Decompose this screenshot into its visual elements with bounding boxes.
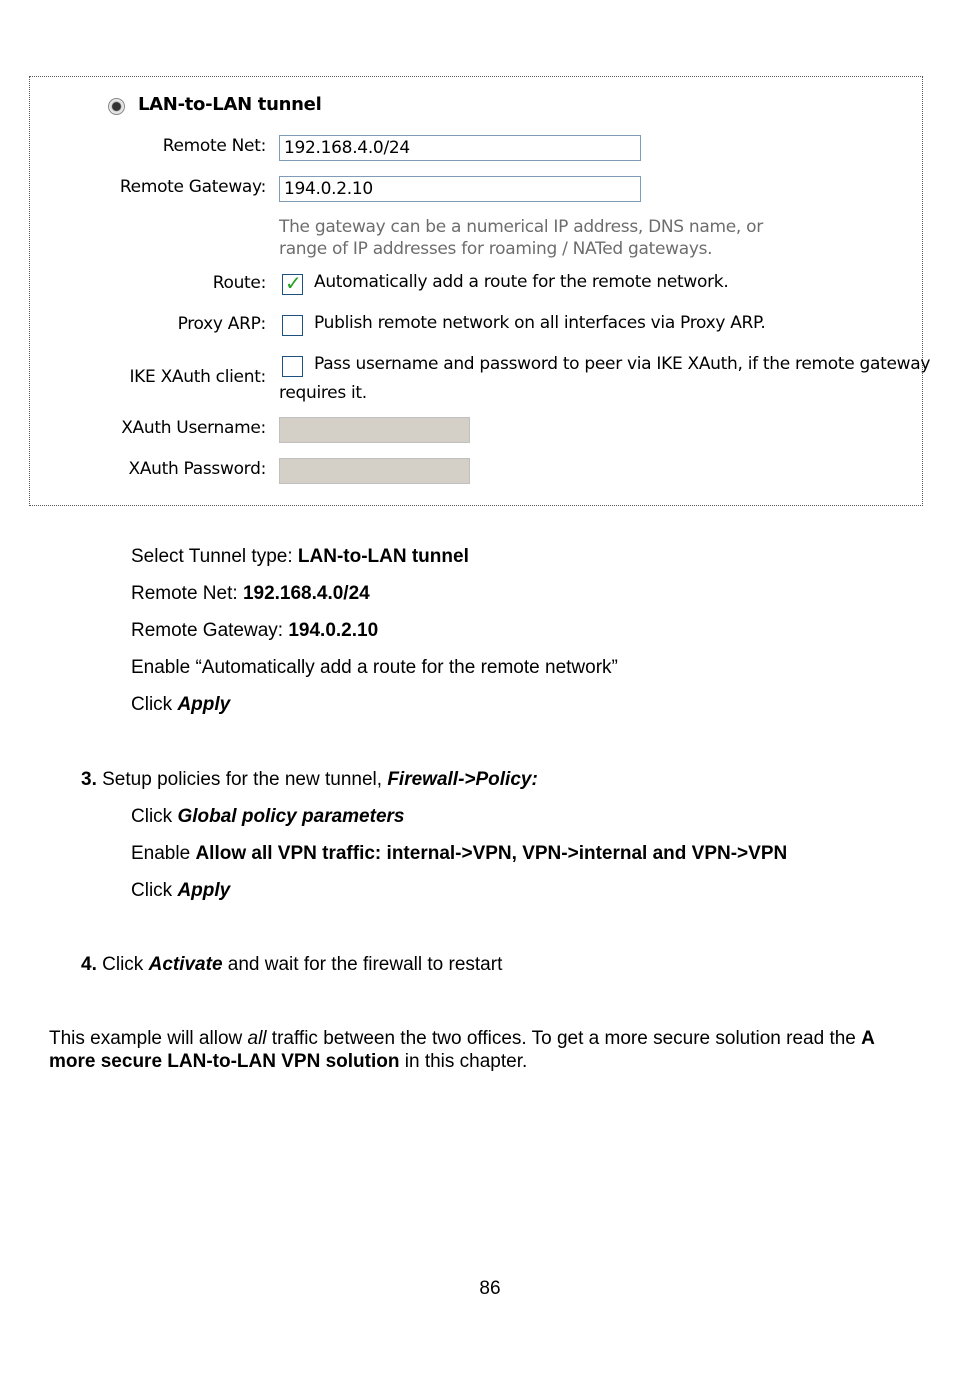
step-remote-net: Remote Net: 192.168.4.0/24 (131, 583, 370, 604)
tunnel-settings-screenshot (29, 76, 931, 506)
proxy-arp-checkbox-text: Publish remote network on all interfaces via Proxy ARP. (314, 313, 766, 333)
step-click-apply-2: Click Apply (131, 880, 231, 901)
ike-xauth-label: IKE XAuth client: (129, 367, 266, 387)
step-click-global-policy: Click Global policy parameters (131, 806, 405, 827)
step-3: 3. Setup policies for the new tunnel, Firewall->Policy: (81, 769, 538, 790)
xauth-password-label: XAuth Password: (128, 459, 266, 479)
step-enable-vpn-traffic: Enable Allow all VPN traffic: internal->VPN, VPN->internal and VPN->VPN (131, 843, 788, 864)
gateway-hint (279, 216, 763, 260)
step-enable-route: Enable “Automatically add a route for the remote network” (131, 657, 618, 678)
route-label: Route: (212, 273, 266, 293)
page-number: 86 (479, 1278, 501, 1299)
xauth-password-input[interactable] (279, 458, 470, 484)
tunnel-type-label: LAN-to-LAN tunnel (138, 94, 322, 115)
step-click-apply: Click Apply (131, 694, 231, 715)
ike-xauth-checkbox-text-cont: requires it. (279, 383, 367, 403)
gateway-hint-line-2: range of IP addresses for roaming / NATed gateways. (279, 239, 713, 259)
remote-gateway-label: Remote Gateway: (119, 177, 266, 197)
proxy-arp-checkbox[interactable] (282, 315, 303, 336)
route-checkbox[interactable] (282, 271, 303, 295)
closing-paragraph: This example will allow all traffic between the two offices. To get a more secure solution read the A more secure LAN-to-LAN VPN solution in this chapter. (49, 1028, 875, 1072)
ike-xauth-checkbox-text: Pass username and password to peer via IKE XAuth, if the remote gateway (314, 354, 931, 374)
step-4: 4. Click Activate and wait for the firewall to restart (81, 954, 503, 975)
remote-net-label: Remote Net: (162, 136, 266, 156)
remote-gateway-input[interactable]: 194.0.2.10 (279, 176, 641, 202)
proxy-arp-label: Proxy ARP: (177, 314, 266, 334)
gateway-hint-line-1: The gateway can be a numerical IP address, DNS name, or (279, 217, 763, 237)
tunnel-type-radio[interactable] (108, 98, 125, 115)
checkmark-icon: ✓ (285, 271, 302, 295)
step-select-tunnel: Select Tunnel type: LAN-to-LAN tunnel (131, 546, 469, 567)
route-checkbox-text: Automatically add a route for the remote network. (314, 272, 729, 292)
ike-xauth-checkbox[interactable] (282, 356, 303, 377)
xauth-username-input[interactable] (279, 417, 470, 443)
remote-net-input[interactable]: 192.168.4.0/24 (279, 135, 641, 161)
xauth-username-label: XAuth Username: (121, 418, 266, 438)
step-remote-gateway: Remote Gateway: 194.0.2.10 (131, 620, 379, 641)
